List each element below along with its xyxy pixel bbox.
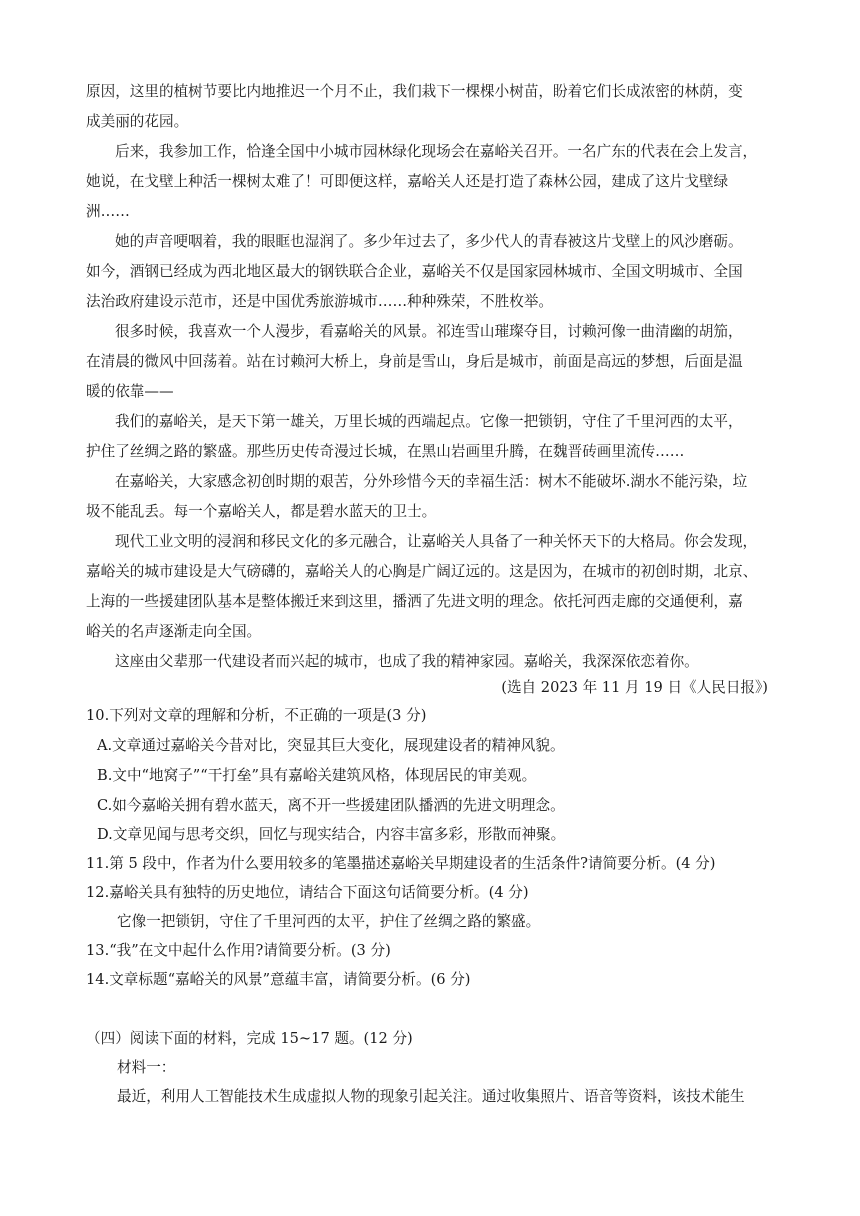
option-a: A.文章通过嘉峪关今昔对比，突显其巨大变化，展现建设者的精神风貌。 [97,737,565,754]
section-4-heading: （四）阅读下面的材料，完成 15~17 题。(12 分) [86,1030,413,1047]
material-text: 最近，利用人工智能技术生成虚拟人物的现象引起关注。通过收集照片、语音等资料，该技术能生 [117,1088,745,1105]
question-14: 14.文章标题“嘉峪关的风景”意蕴丰富，请简要分析。(6 分) [86,971,471,988]
text-line: 如今，酒钢已经成为西北地区最大的钢铁联合企业，嘉峪关不仅是国家园林城市、全国文明城市、全国 [86,263,743,280]
text-line: 嘉峪关的城市建设是大气磅礴的，嘉峪关人的心胸是广阔辽远的。这是因为，在城市的初创时期，北京、 [86,563,758,580]
text-line: 后来，我参加工作，恰逢全国中小城市园林绿化现场会在嘉峪关召开。一名广东的代表在会上发言， [115,143,758,160]
option-d: D.文章见闻与思考交织，回忆与现实结合，内容丰富多彩，形散而神聚。 [97,826,566,843]
question-12-quote: 它像一把锁钥，守住了千里河西的太平，护住了丝绸之路的繁盛。 [117,913,541,930]
text-line: 在嘉峪关，大家感念初创时期的艰苦，分外珍惜今天的幸福生活：树木不能破坏.湖水不能污染，垃 [115,473,748,490]
text-line: 峪关的名声逐渐走向全国。 [86,623,262,640]
question-12: 12.嘉峪关具有独特的历史地位，请结合下面这句话简要分析。(4 分) [86,884,529,901]
text-line: 上海的一些援建团队基本是整体搬迁来到这里，播洒了先进文明的理念。依托河西走廊的交通便利，嘉 [86,593,743,610]
text-line: 圾不能乱丢。每一个嘉峪关人，都是碧水蓝天的卫士。 [86,503,437,520]
option-b: B.文中“地窝子”“干打垒”具有嘉峪关建筑风格，体现居民的审美观。 [97,767,537,784]
question-11: 11.第 5 段中，作者为什么要用较多的笔墨描述嘉峪关早期建设者的生活条件?请简要分析。(4 分) [86,855,716,872]
text-line: 护住了丝绸之路的繁盛。那些历史传奇漫过长城，在黑山岩画里升腾，在魏晋砖画里流传…… [86,443,685,460]
text-line: 成美丽的花园。 [86,113,189,130]
question-10: 10.下列对文章的理解和分析，不正确的一项是(3 分) [86,707,427,724]
text-line: 现代工业文明的浸润和移民文化的多元融合，让嘉峪关人具备了一种关怀天下的大格局。你会发现， [115,533,758,550]
text-line: 洲…… [86,203,130,220]
text-line: 她的声音哽咽着，我的眼眶也湿润了。多少年过去了，多少代人的青春被这片戈壁上的风沙磨砺。 [115,233,743,250]
text-line: 法治政府建设示范市，还是中国优秀旅游城市……种种殊荣，不胜枚举。 [86,293,554,310]
text-line: 暖的依靠—— [86,383,174,400]
text-line: 很多时候，我喜欢一个人漫步，看嘉峪关的风景。祁连雪山璀璨夺目，讨赖河像一曲清幽的胡笳， [115,323,743,340]
question-13: 13.“我”在文中起什么作用?请简要分析。(3 分) [86,942,391,959]
text-line: 这座由父辈那一代建设者而兴起的城市，也成了我的精神家园。嘉峪关，我深深依恋着你。 [115,653,699,670]
option-c: C.如今嘉峪关拥有碧水蓝天，离不开一些援建团队播洒的先进文明理念。 [97,797,565,814]
text-line: 我们的嘉峪关，是天下第一雄关，万里长城的西端起点。它像一把锁钥，守住了千里河西的太平， [115,413,743,430]
text-line: 原因，这里的植树节要比内地推迟一个月不止，我们栽下一棵棵小树苗，盼着它们长成浓密的林荫，变 [86,83,743,100]
material-label: 材料一： [117,1059,176,1076]
text-line: 她说，在戈壁上种活一棵树太难了！可即便这样，嘉峪关人还是打造了森林公园，建成了这片戈壁绿 [86,173,729,190]
text-line: 在清晨的微风中回荡着。站在讨赖河大桥上，身前是雪山，身后是城市，前面是高远的梦想，后面是温 [86,353,743,370]
article-source: (选自 2023 年 11 月 19 日《人民日报》) [501,679,768,696]
